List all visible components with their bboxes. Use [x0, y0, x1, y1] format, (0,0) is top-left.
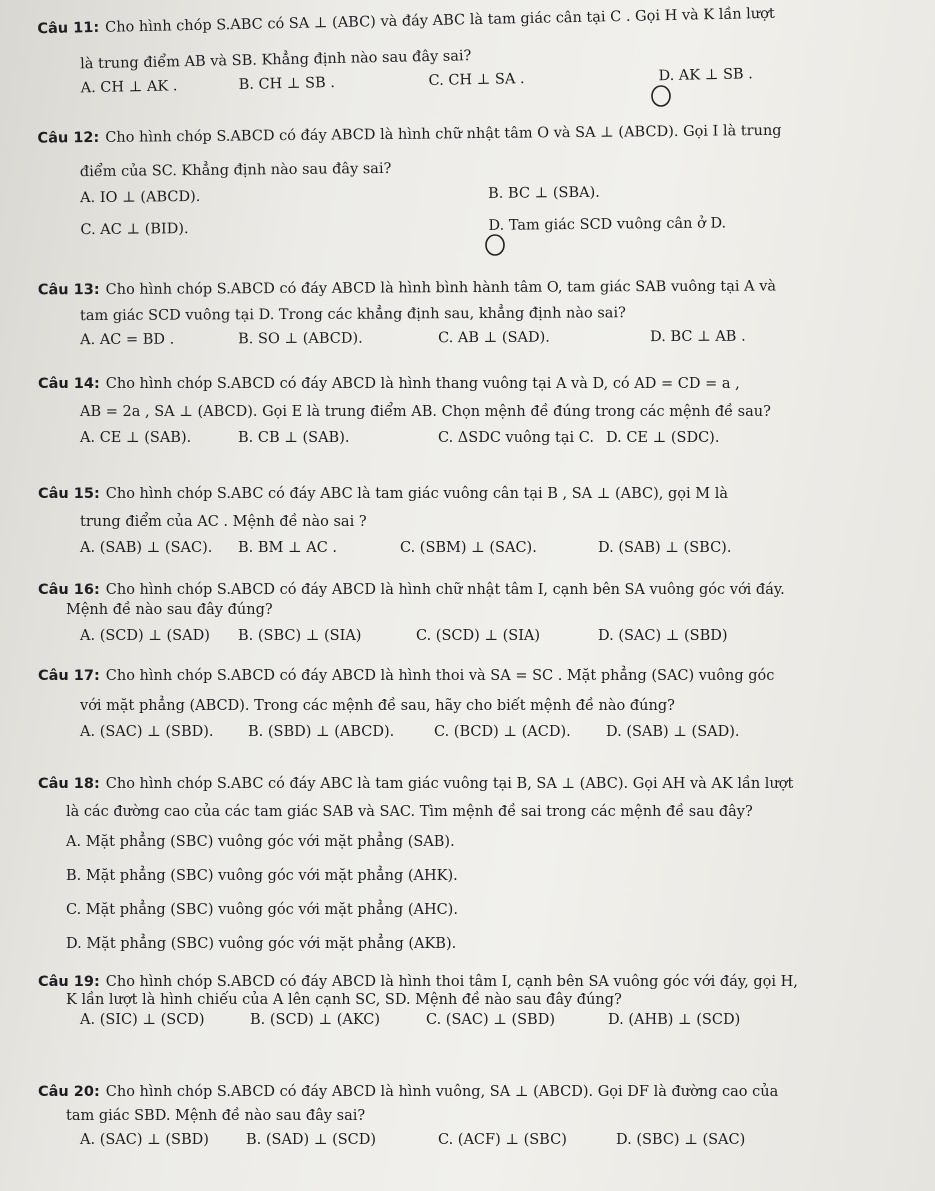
- option-d[interactable]: D. (SBC) ⊥ (SAC): [616, 1132, 746, 1148]
- option-a[interactable]: A. Mặt phẳng (SBC) vuông góc với mặt phẳng (SAB).: [66, 834, 455, 850]
- question-stem: với mặt phẳng (ABCD). Trong các mệnh đề sau, hãy cho biết mệnh đề nào đúng?: [80, 698, 675, 714]
- question-label: Câu 13:: [37, 281, 100, 299]
- question-label: Câu 12:: [37, 129, 100, 147]
- option-a[interactable]: A. (SAC) ⊥ (SBD): [80, 1132, 209, 1148]
- option-a[interactable]: A. IO ⊥ (ABCD).: [80, 188, 201, 207]
- option-b[interactable]: B. BC ⊥ (SBA).: [488, 184, 600, 202]
- question-stem: Cho hình chóp S.ABCD có đáy ABCD là hình chữ nhật tâm O và SA ⊥ (ABCD). Gọi I là trung: [105, 122, 782, 146]
- option-b[interactable]: B. CB ⊥ (SAB).: [238, 430, 350, 446]
- option-c[interactable]: C. AC ⊥ (BID).: [80, 221, 189, 239]
- option-c[interactable]: C. (SAC) ⊥ (SBD): [426, 1012, 555, 1028]
- question-stem: Cho hình chóp S.ABCD có đáy ABCD là hình chữ nhật tâm I, cạnh bên SA vuông góc với đáy.: [105, 582, 785, 598]
- option-d[interactable]: D. Mặt phẳng (SBC) vuông góc với mặt phẳng (AKB).: [66, 936, 457, 952]
- question-stem: K lần lượt là hình chiếu của A lên cạnh SC, SD. Mệnh đề nào sau đây đúng?: [66, 992, 622, 1008]
- question-17: [38, 664, 918, 750]
- handwritten-circle-mark: [484, 233, 506, 257]
- option-d[interactable]: D. (SAB) ⊥ (SAD).: [606, 724, 740, 740]
- question-label: Câu 17:: [38, 668, 100, 684]
- question-stem: tam giác SBD. Mệnh đề nào sau đây sai?: [66, 1108, 366, 1124]
- question-stem: Cho hình chóp S.ABCD có đáy ABCD là hình thoi tâm I, cạnh bên SA vuông góc với đáy, gọi H,: [105, 974, 798, 990]
- question-stem: Cho hình chóp S.ABC có đáy ABC là tam giác vuông cân tại B , SA ⊥ (ABC), gọi M là: [105, 486, 729, 502]
- option-a[interactable]: A. (SIC) ⊥ (SCD): [80, 1012, 205, 1028]
- question-stem: AB = 2a , SA ⊥ (ABCD). Gọi E là trung điểm AB. Chọn mệnh đề đúng trong các mệnh đề sau?: [80, 404, 771, 420]
- handwritten-circle-mark: [650, 84, 672, 108]
- question-19: [38, 970, 918, 1038]
- option-c[interactable]: C. ΔSDC vuông tại C.: [438, 430, 594, 446]
- question-stem: Cho hình chóp S.ABCD có đáy ABCD là hình thang vuông tại A và D, có AD = CD = a ,: [105, 376, 740, 392]
- option-c[interactable]: C. (BCD) ⊥ (ACD).: [434, 724, 571, 740]
- option-c[interactable]: C. AB ⊥ (SAD).: [438, 329, 550, 347]
- option-a[interactable]: A. AC = BD .: [80, 331, 175, 349]
- question-11: [37, 0, 919, 107]
- option-d[interactable]: D. (SAC) ⊥ (SBD): [598, 628, 728, 644]
- question-label: Câu 20:: [38, 1084, 100, 1100]
- question-label: Câu 14:: [38, 376, 100, 392]
- option-a[interactable]: A. (SCD) ⊥ (SAD): [80, 628, 210, 644]
- question-12: [37, 117, 918, 248]
- question-label: Câu 16:: [38, 582, 100, 598]
- question-label: Câu 15:: [38, 486, 100, 502]
- option-b[interactable]: B. (SBC) ⊥ (SIA): [238, 628, 362, 644]
- option-b[interactable]: B. (SAD) ⊥ (SCD): [246, 1132, 377, 1148]
- question-stem: là trung điểm AB và SB. Khẳng định nào sau đây sai?: [79, 48, 472, 73]
- option-b[interactable]: B. (SBD) ⊥ (ABCD).: [248, 724, 395, 740]
- question-14: [38, 372, 918, 456]
- option-b[interactable]: B. SO ⊥ (ABCD).: [238, 330, 363, 348]
- question-18: [38, 772, 918, 956]
- question-stem: Cho hình chóp S.ABCD có đáy ABCD là hình thoi và SA = SC . Mặt phẳng (SAC) vuông góc: [105, 668, 775, 684]
- option-d[interactable]: D. Tam giác SCD vuông cân ở D.: [488, 215, 727, 234]
- option-a[interactable]: A. CE ⊥ (SAB).: [80, 430, 192, 446]
- question-stem: là các đường cao của các tam giác SAB và SAC. Tìm mệnh đề sai trong các mệnh đề sau đây?: [66, 804, 753, 820]
- option-b[interactable]: B. BM ⊥ AC .: [238, 540, 338, 556]
- question-stem: Mệnh đề nào sau đây đúng?: [66, 602, 273, 618]
- question-label: Câu 18:: [38, 776, 100, 792]
- question-stem: Cho hình chóp S.ABC có SA ⊥ (ABC) và đáy ABC là tam giác cân tại C . Gọi H và K lần lượt: [105, 5, 775, 36]
- option-b[interactable]: B. CH ⊥ SB .: [238, 75, 336, 94]
- question-13: [38, 274, 918, 359]
- option-c[interactable]: C. (ACF) ⊥ (SBC): [438, 1132, 567, 1148]
- question-stem: Cho hình chóp S.ABCD có đáy ABCD là hình vuông, SA ⊥ (ABCD). Gọi DF là đường cao của: [105, 1084, 779, 1100]
- option-a[interactable]: A. (SAC) ⊥ (SBD).: [80, 724, 214, 740]
- option-b[interactable]: B. Mặt phẳng (SBC) vuông góc với mặt phẳng (AHK).: [66, 868, 458, 884]
- option-a[interactable]: A. (SAB) ⊥ (SAC).: [80, 540, 213, 556]
- option-d[interactable]: D. AK ⊥ SB .: [658, 66, 753, 85]
- option-d[interactable]: D. CE ⊥ (SDC).: [606, 430, 720, 446]
- question-15: [38, 482, 918, 566]
- question-label: Câu 19:: [38, 974, 100, 990]
- option-c[interactable]: C. (SBM) ⊥ (SAC).: [400, 540, 537, 556]
- question-stem: tam giác SCD vuông tại D. Trong các khẳng định sau, khẳng định nào sai?: [79, 305, 626, 325]
- question-stem: trung điểm của AC . Mệnh đề nào sai ?: [80, 514, 367, 530]
- option-c[interactable]: C. CH ⊥ SA .: [428, 71, 525, 90]
- option-d[interactable]: D. BC ⊥ AB .: [650, 328, 746, 346]
- option-a[interactable]: A. CH ⊥ AK .: [80, 78, 178, 97]
- question-20: [38, 1080, 918, 1158]
- question-stem: điểm của SC. Khẳng định nào sau đây sai?: [79, 160, 392, 181]
- question-stem: Cho hình chóp S.ABC có đáy ABC là tam giác vuông tại B, SA ⊥ (ABC). Gọi AH và AK lần lượt: [105, 776, 794, 792]
- question-stem: Cho hình chóp S.ABCD có đáy ABCD là hình bình hành tâm O, tam giác SAB vuông tại A và: [105, 278, 777, 298]
- option-c[interactable]: C. Mặt phẳng (SBC) vuông góc với mặt phẳng (AHC).: [66, 902, 458, 918]
- question-label: Câu 11:: [37, 19, 100, 38]
- option-b[interactable]: B. (SCD) ⊥ (AKC): [250, 1012, 381, 1028]
- option-c[interactable]: C. (SCD) ⊥ (SIA): [416, 628, 541, 644]
- option-d[interactable]: D. (SAB) ⊥ (SBC).: [598, 540, 732, 556]
- option-d[interactable]: D. (AHB) ⊥ (SCD): [608, 1012, 741, 1028]
- question-16: [38, 578, 918, 654]
